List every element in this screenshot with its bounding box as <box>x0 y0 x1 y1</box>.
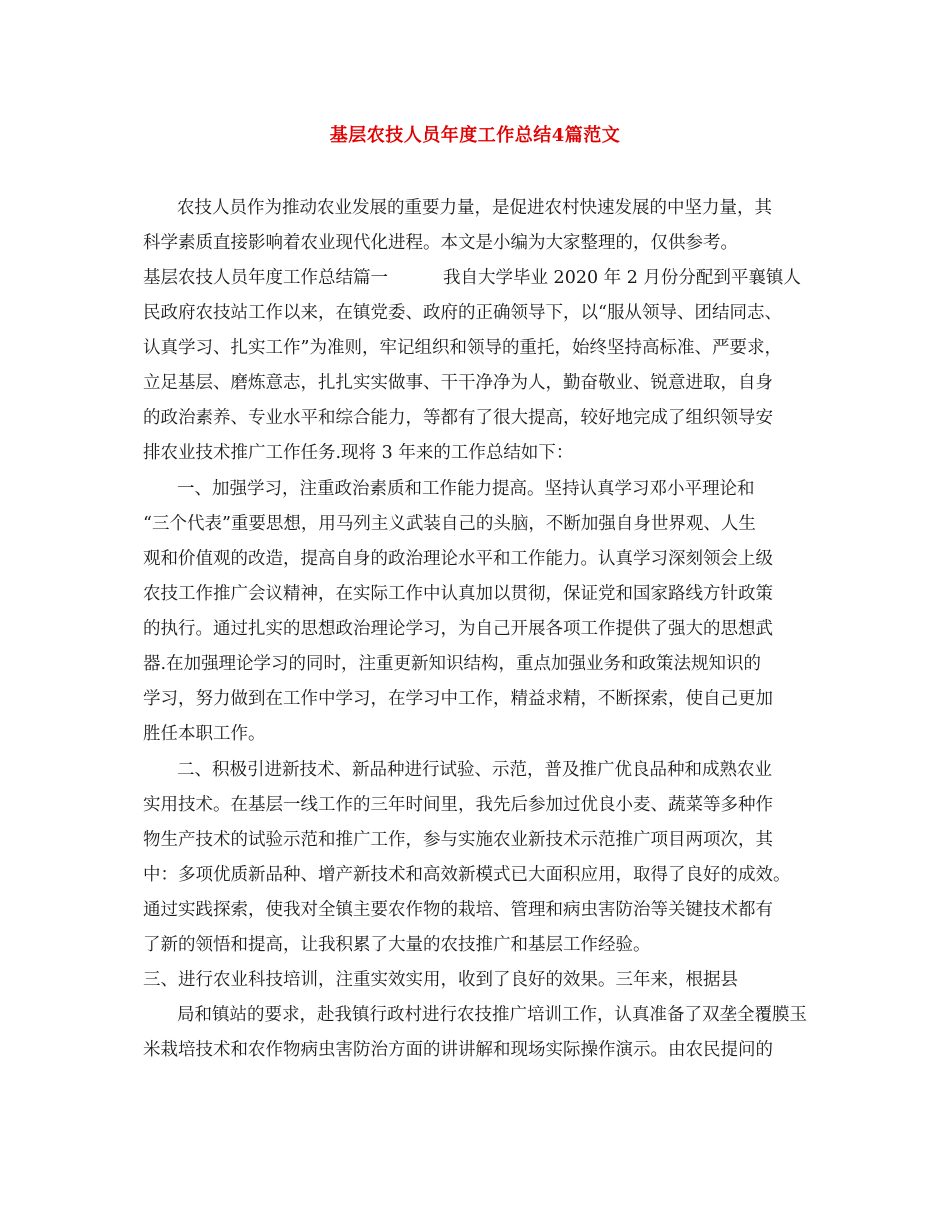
section-heading: 基层农技人员年度工作总结篇一 <box>143 268 388 288</box>
body-line: 物生产技术的试验示范和推广工作，参与实施农业新技术示范推广项目两项次，其 <box>143 830 773 850</box>
body-line: 我自大学毕业 2020 年 2 月份分配到平襄镇人 <box>443 268 801 288</box>
body-line: “三个代表”重要思想，用马列主义武装自己的头脑，不断加强自身世界观、人生 <box>143 514 756 534</box>
body-line: 一、加强学习，注重政治素质和工作能力提高。坚持认真学习邓小平理论和 <box>177 479 755 499</box>
intro-line: 农技人员作为推动农业发展的重要力量，是促进农村快速发展的中坚力量，其 <box>177 198 772 218</box>
body-line: 胜任本职工作。 <box>143 724 266 744</box>
intro-line: 科学素质直接影响着农业现代化进程。本文是小编为大家整理的，仅供参考。 <box>143 233 738 253</box>
body-line: 的执行。通过扎实的思想政治理论学习，为自己开展各项工作提供了强大的思想武 <box>143 619 773 639</box>
body-line: 排农业技术推广工作任务.现将 3 年来的工作总结如下： <box>143 443 574 463</box>
body-line: 器.在加强理论学习的同时，注重更新知识结构，重点加强业务和政策法规知识的 <box>143 654 762 674</box>
body-line: 实用技术。在基层一线工作的三年时间里，我先后参加过优良小麦、蔬菜等多种作 <box>143 795 773 815</box>
body-line: 农技工作推广会议精神，在实际工作中认真加以贯彻，保证党和国家路线方针政策 <box>143 584 773 604</box>
document-title: 基层农技人员年度工作总结4篇范文 <box>329 125 621 146</box>
body-line: 中：多项优质新品种、增产新技术和高效新模式已大面积应用，取得了良好的成效。 <box>143 865 791 885</box>
body-line: 的政治素养、专业水平和综合能力，等都有了很大提高，较好地完成了组织领导安 <box>143 408 773 428</box>
body-line: 认真学习、扎实工作”为准则，牢记组织和领导的重托，始终坚持高标准、严要求， <box>143 338 782 358</box>
body-line: 立足基层、磨炼意志，扎扎实实做事、干干净净为人，勤奋敬业、锐意进取，自身 <box>143 373 773 393</box>
body-line: 观和价值观的改造，提高自身的政治理论水平和工作能力。认真学习深刻领会上级 <box>143 549 773 569</box>
body-line: 二、积极引进新技术、新品种进行试验、示范，普及推广优良品种和成熟农业 <box>177 760 772 780</box>
body-line: 通过实践探索，使我对全镇主要农作物的栽培、管理和病虫害防治等关键技术都有 <box>143 900 773 920</box>
body-line: 三、进行农业科技培训，注重实效实用，收到了良好的效果。三年来，根据县 <box>143 970 738 990</box>
body-line: 局和镇站的要求，赴我镇行政村进行农技推广培训工作，认真准备了双垄全覆膜玉 <box>177 1005 807 1025</box>
body-line: 学习，努力做到在工作中学习，在学习中工作，精益求精，不断探索，使自己更加 <box>143 689 773 709</box>
body-line: 民政府农技站工作以来，在镇党委、政府的正确领导下，以“服从领导、团结同志、 <box>143 303 782 323</box>
body-line: 米栽培技术和农作物病虫害防治方面的讲讲解和现场实际操作演示。由农民提问的 <box>143 1040 773 1060</box>
body-line: 了新的领悟和提高，让我积累了大量的农技推广和基层工作经验。 <box>143 935 651 955</box>
